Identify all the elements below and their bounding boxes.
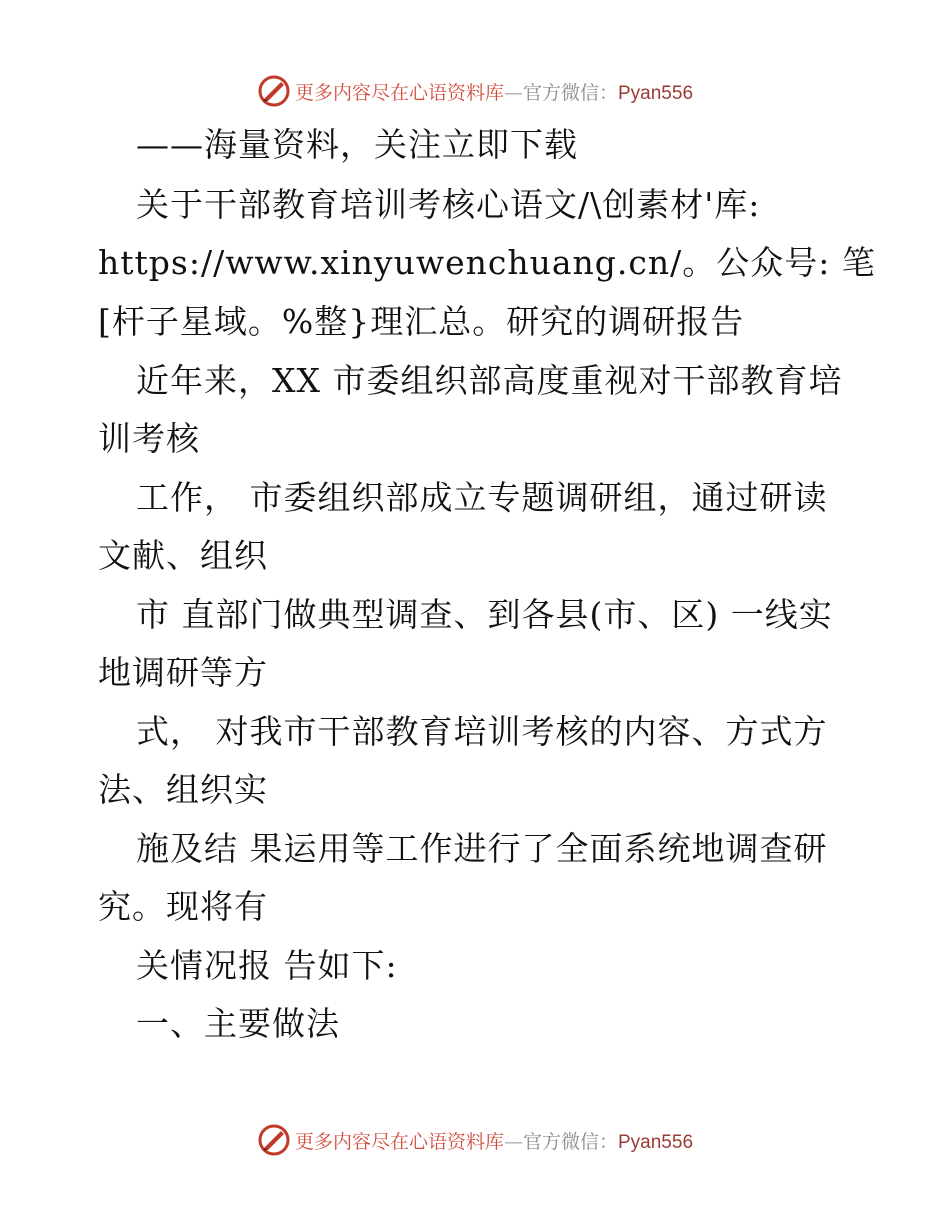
text-line: 文献、组织 [98,536,268,575]
text-line: 训考核 [98,419,200,458]
footer-account: Pyan556 [618,1131,694,1153]
footer-site-text: 更多内容尽在心语资料库 [294,1130,504,1153]
header-account: Pyan556 [618,82,694,104]
brand-logo-icon [257,1123,291,1157]
header-wechat-label: 官方微信： [522,81,618,104]
text-line: ——海量资料，关注立即下载 [136,125,578,164]
text-line: 关情况报 告如下: [136,946,398,985]
text-line: 关于干部教育培训考核心语文/\创素材'库: [136,185,761,224]
footer-dash: — [503,1130,523,1153]
text-line: 地调研等方 [98,653,268,692]
text-line: https://www.xinyuwenchuang.cn/。公众号: 笔 [98,243,876,282]
text-line: 近年来，XX 市委组织部高度重视对干部教育培 [136,361,843,400]
text-line: 究。现将有 [98,887,268,926]
footer-text [295,1127,693,1154]
text-line: 市 直部门做典型调查、到各县(市、区) 一线实 [136,595,833,634]
text-line: 式， 对我市干部教育培训考核的内容、方式方 [136,712,828,751]
text-line: 工作， 市委组织部成立专题调研组，通过研读 [136,478,828,517]
text-line: 法、组织实 [98,770,268,809]
header-site-text: 更多内容尽在心语资料库 [294,81,504,104]
footer-banner [0,1120,950,1160]
footer-wechat-label: 官方微信： [522,1130,618,1153]
header-dash: — [503,81,523,104]
text-line: 施及结 果运用等工作进行了全面系统地调查研 [136,829,828,868]
text-line: 一、主要做法 [136,1004,340,1043]
text-line: [杆子星域。%整}理汇总。研究的调研报告 [98,302,745,341]
